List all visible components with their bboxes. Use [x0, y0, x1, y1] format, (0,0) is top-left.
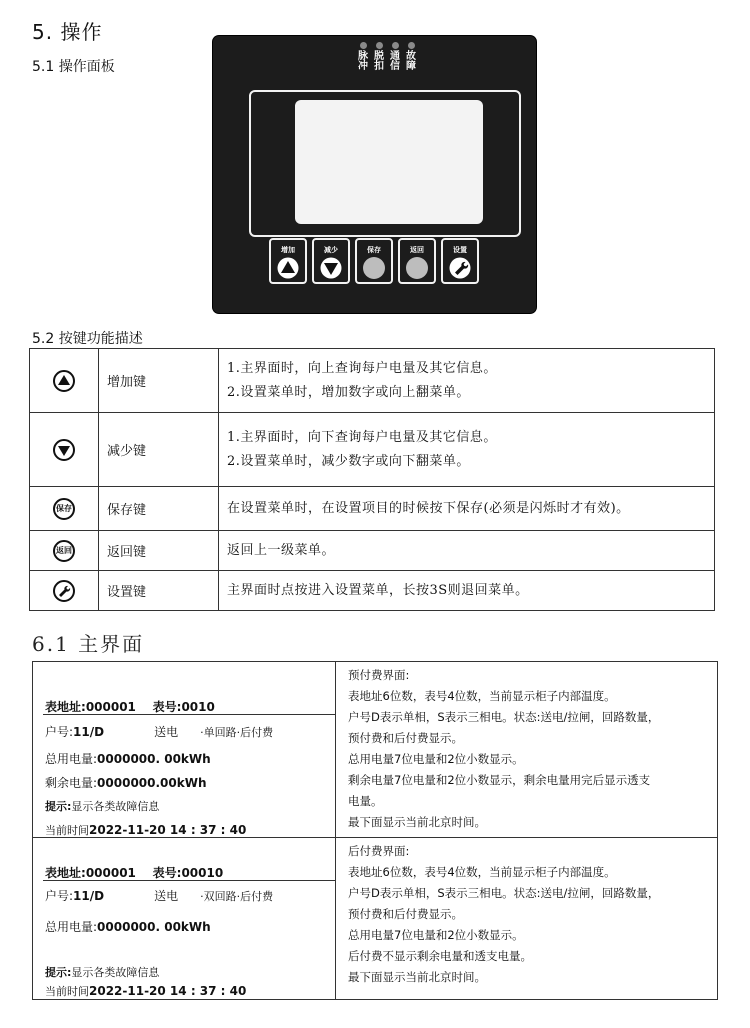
- key-label: 增加: [281, 246, 295, 254]
- table-row: [30, 413, 715, 487]
- desc-line: 最下面显示当前北京时间。: [348, 815, 486, 829]
- postpaid-description: [336, 838, 718, 1000]
- desc-line: 总用电量7位电量和2位小数显示。: [348, 752, 524, 766]
- desc-line: 表地址6位数，表号4位数，当前显示柜子内部温度。: [348, 865, 616, 879]
- led-label: 通信: [390, 51, 400, 72]
- divider: [43, 714, 335, 715]
- key-name: 设置键: [99, 571, 219, 611]
- main-interface-table: [32, 661, 718, 1000]
- postpaid-address-line: 表地址:000001 表号:00010: [45, 866, 224, 880]
- wrench-icon: [53, 580, 75, 602]
- desc-line: 预付费界面:: [348, 668, 410, 682]
- indicator-leds: [357, 42, 417, 72]
- key-save[interactable]: [355, 238, 393, 284]
- desc-line: 总用电量7位电量和2位小数显示。: [348, 928, 524, 942]
- circle-button-icon: [406, 257, 428, 279]
- key-desc-line: 返回上一级菜单。: [227, 542, 336, 558]
- key-decrease[interactable]: [312, 238, 350, 284]
- save-icon: 保存: [53, 498, 75, 520]
- lcd-frame: [249, 90, 521, 237]
- table-row: [33, 838, 718, 1000]
- circle-button-icon: [363, 257, 385, 279]
- prepaid-screen: [33, 662, 336, 838]
- prepaid-description: [336, 662, 718, 838]
- led-label: 脉冲: [358, 51, 368, 72]
- led-dot-icon: [376, 42, 383, 49]
- postpaid-screen: [33, 838, 336, 1000]
- led-trip: [373, 42, 385, 72]
- key-back[interactable]: [398, 238, 436, 284]
- key-desc-line: 1.主界面时，向下查询每户电量及其它信息。: [227, 429, 497, 445]
- key-name: 保存键: [99, 487, 219, 531]
- prepaid-house-line: 户号:11/D 送电 ·单回路·后付费: [45, 725, 274, 739]
- key-name: 增加键: [99, 349, 219, 413]
- led-label: 脱扣: [374, 51, 384, 72]
- key-label: 设置: [453, 246, 467, 254]
- operation-panel: [213, 36, 536, 313]
- led-pulse: [357, 42, 369, 72]
- table-row: [33, 662, 718, 838]
- prepaid-tip-line: 提示:显示各类故障信息: [45, 800, 160, 813]
- up-arrow-icon: [53, 370, 75, 392]
- desc-line: 户号D表示单相，S表示三相电。状态:送电/拉闸，回路数量，: [348, 886, 660, 900]
- led-dot-icon: [408, 42, 415, 49]
- key-label: 减少: [324, 246, 338, 254]
- divider: [43, 880, 335, 881]
- lcd-screen: [295, 100, 483, 224]
- prepaid-time-line: 当前时间2022-11-20 14 : 37 : 40: [45, 823, 247, 837]
- led-label: 故障: [406, 51, 416, 72]
- key-desc-line: 2.设置菜单时，增加数字或向上翻菜单。: [227, 384, 470, 400]
- led-dot-icon: [360, 42, 367, 49]
- table-row: [30, 571, 715, 611]
- panel-keys: [269, 238, 479, 284]
- down-arrow-icon: [53, 439, 75, 461]
- up-arrow-icon: [277, 257, 299, 279]
- wrench-icon: [449, 257, 471, 279]
- prepaid-address-line: 表地址:000001 表号:0010: [45, 700, 215, 714]
- postpaid-total-line: 总用电量:0000000. 00kWh: [45, 920, 211, 934]
- postpaid-time-line: 当前时间2022-11-20 14 : 37 : 40: [45, 984, 247, 998]
- desc-line: 后付费界面:: [348, 844, 410, 858]
- desc-line: 表地址6位数，表号4位数，当前显示柜子内部温度。: [348, 689, 616, 703]
- key-name: 减少键: [99, 413, 219, 487]
- section-6-1-title: 6.1 主界面: [32, 632, 145, 656]
- table-row: [30, 349, 715, 413]
- section-5-2-title: 5.2 按键功能描述: [32, 331, 143, 347]
- key-desc-line: 在设置菜单时，在设置项目的时候按下保存(必须是闪烁时才有效)。: [227, 500, 630, 516]
- led-dot-icon: [392, 42, 399, 49]
- desc-line: 电量。: [348, 794, 383, 808]
- key-label: 保存: [367, 246, 381, 254]
- key-desc-line: 2.设置菜单时，减少数字或向下翻菜单。: [227, 453, 470, 469]
- desc-line: 预付费和后付费显示。: [348, 907, 463, 921]
- table-row: [30, 487, 715, 531]
- key-settings[interactable]: [441, 238, 479, 284]
- postpaid-tip-line: 提示:显示各类故障信息: [45, 966, 160, 979]
- desc-line: 剩余电量7位电量和2位小数显示，剩余电量用完后显示透支: [348, 773, 651, 787]
- key-label: 返回: [410, 246, 424, 254]
- desc-line: 最下面显示当前北京时间。: [348, 970, 486, 984]
- led-comm: [389, 42, 401, 72]
- led-fault: [405, 42, 417, 72]
- key-desc-line: 1.主界面时，向上查询每户电量及其它信息。: [227, 360, 497, 376]
- down-arrow-icon: [320, 257, 342, 279]
- postpaid-house-line: 户号:11/D 送电 ·双回路·后付费: [45, 889, 274, 903]
- key-function-table: [29, 348, 715, 611]
- key-name: 返回键: [99, 531, 219, 571]
- back-icon: 返回: [53, 540, 75, 562]
- desc-line: 户号D表示单相，S表示三相电。状态:送电/拉闸，回路数量，: [348, 710, 660, 724]
- prepaid-remain-line: 剩余电量:0000000.00kWh: [45, 776, 207, 790]
- key-desc-line: 主界面时点按进入设置菜单，长按3S则退回菜单。: [227, 582, 529, 598]
- desc-line: 预付费和后付费显示。: [348, 731, 463, 745]
- prepaid-total-line: 总用电量:0000000. 00kWh: [45, 752, 211, 766]
- section-5-title: 5. 操作: [32, 20, 103, 44]
- key-increase[interactable]: [269, 238, 307, 284]
- desc-line: 后付费不显示剩余电量和透支电量。: [348, 949, 532, 963]
- section-5-1-title: 5.1 操作面板: [32, 59, 115, 75]
- table-row: [30, 531, 715, 571]
